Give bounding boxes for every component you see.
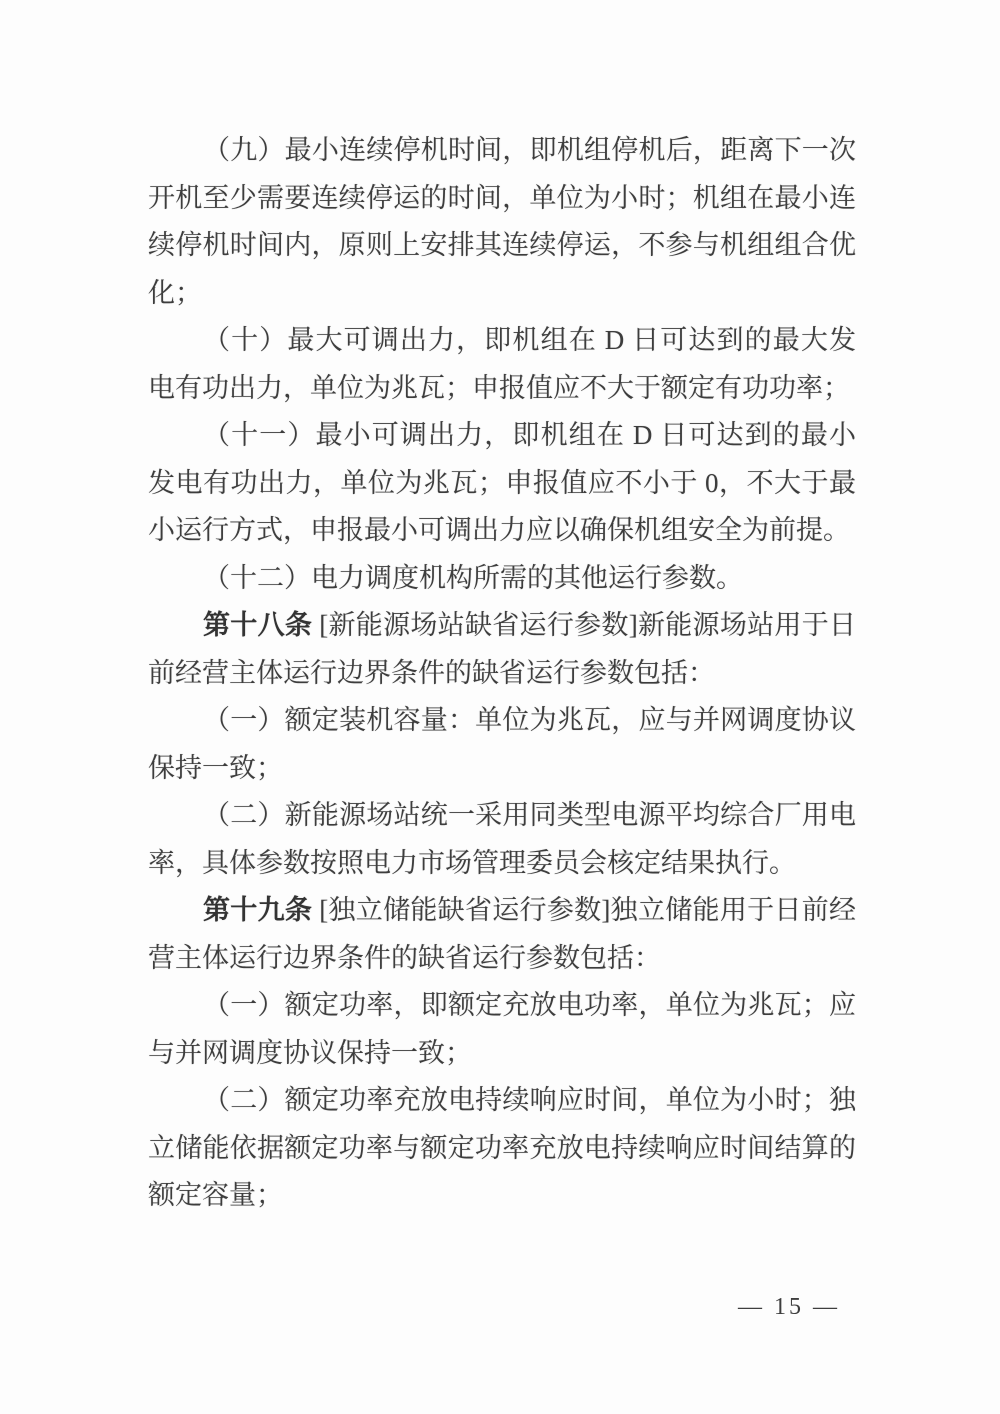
para-storage-item-2: （二）额定功率充放电持续响应时间，单位为小时；独立储能依据额定功率与额定功率充放电持续响应时间结算的额定容量； (148, 1085, 856, 1210)
article-19-number: 第十九条 (203, 895, 313, 925)
para-station-item-1: （一）额定装机容量：单位为兆瓦，应与并网调度协议保持一致； (148, 705, 856, 783)
para-clause-10: （十）最大可调出力，即机组在 D 日可达到的最大发电有功出力，单位为兆瓦；申报值应不大于额定有功功率； (148, 325, 856, 403)
para-clause-9: （九）最小连续停机时间，即机组停机后，距离下一次开机至少需要连续停运的时间，单位为小时；机组在最小连续停机时间内，原则上安排其连续停运，不参与机组组合优化； (148, 135, 856, 308)
para-clause-11: （十一）最小可调出力，即机组在 D 日可达到的最小发电有功出力，单位为兆瓦；申报值应不小于 0，不大于最小运行方式，申报最小可调出力应以确保机组安全为前提。 (148, 420, 856, 545)
page-number: — 15 — (738, 1294, 840, 1320)
para-article-18 (148, 602, 856, 697)
article-18-text: [新能源场站缺省运行参数]新能源场站用于日前经营主体运行边界条件的缺省运行参数包括： (148, 610, 857, 688)
article-19-text: [独立储能缺省运行参数]独立储能用于日前经营主体运行边界条件的缺省运行参数包括： (148, 895, 857, 973)
document-body (148, 127, 856, 1220)
para-clause-12: （十二）电力调度机构所需的其他运行参数。 (203, 562, 743, 593)
article-18-number: 第十八条 (203, 610, 313, 640)
para-storage-item-1: （一）额定功率，即额定充放电功率，单位为兆瓦；应与并网调度协议保持一致； (148, 990, 856, 1068)
para-station-item-2: （二）新能源场站统一采用同类型电源平均综合厂用电率，具体参数按照电力市场管理委员会核定结果执行。 (148, 800, 856, 878)
para-article-19 (148, 887, 856, 982)
